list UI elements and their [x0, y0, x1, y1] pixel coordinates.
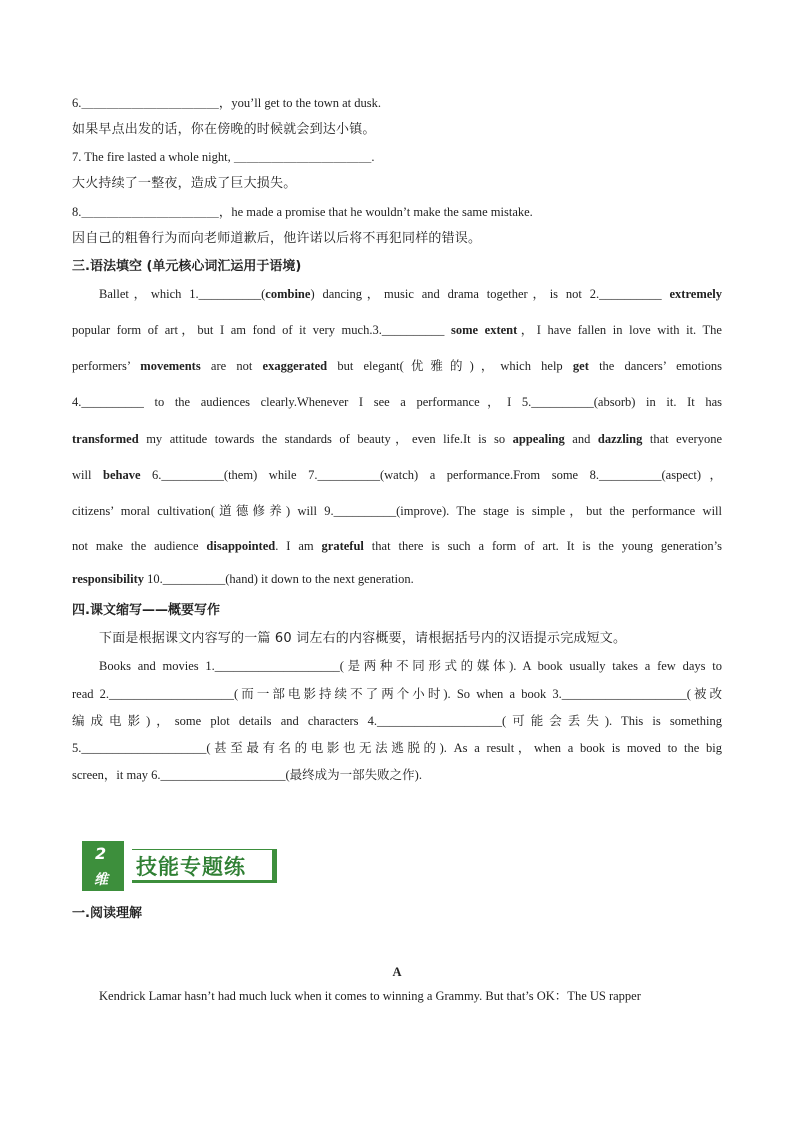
line-text: not make the audience — [72, 539, 207, 553]
badge-title: 技能专题练 — [136, 855, 246, 879]
line-text: ) dancing，music and drama together，is not 2.__________ — [310, 287, 670, 301]
passage-first-line — [99, 990, 722, 1003]
bold-keyword: transformed — [72, 432, 139, 446]
line-text: Ballet，which 1.__________( — [99, 287, 266, 301]
section-3-heading: 三.语法填空 (单元核心词汇运用于语境) — [72, 259, 302, 274]
passage-first-line-text: Kendrick Lamar hasn’t had much luck when it comes to winning a Grammy. But that’s OK：The US rapper — [99, 989, 641, 1003]
line-text: but elegant(优雅的)，which help — [327, 359, 573, 373]
line-text: that there is such a form of art. It is the young generation’s — [363, 539, 722, 553]
bold-keyword: exaggerated — [262, 359, 328, 373]
summary-line: Books and movies 1.____________________(是两种不同形式的媒体). A book usually takes a few days to — [99, 659, 722, 673]
bold-keyword: disappointed — [206, 539, 276, 553]
grammar-line — [72, 324, 722, 337]
line-text: 10.__________(hand) it down to the next generation. — [144, 572, 414, 586]
grammar-line — [99, 288, 722, 301]
bold-keyword: responsibility — [72, 572, 145, 586]
line-text: the dancers’ emotions — [588, 359, 722, 373]
item-8-english: 8.＿＿＿＿＿＿＿＿＿＿＿，he made a promise that he wouldn’t make the same mistake. — [72, 205, 533, 219]
line-text: ，I have fallen in love with it. The — [517, 323, 722, 337]
summary-instructions: 下面是根据课文内容写的一篇 60 词左右的内容概要，请根据括号内的汉语提示完成短文。 — [99, 631, 627, 646]
grammar-line — [72, 469, 722, 482]
item-8-chinese: 因自己的粗鲁行为而向老师道歉后，他许诺以后将不再犯同样的错误。 — [72, 231, 482, 246]
bold-keyword: appealing — [512, 432, 565, 446]
bold-keyword: get — [572, 359, 589, 373]
bold-keyword: combine — [265, 287, 311, 301]
section-4-heading: 四.课文缩写——概要写作 — [72, 603, 220, 618]
line-text: . I am — [275, 539, 322, 553]
item-6-chinese: 如果早点出发的话，你在傍晚的时候就会到达小镇。 — [72, 122, 376, 137]
summary-line: 编成电影)，some plot details and characters 4.____________________(可能会丢失). This is something — [72, 714, 722, 728]
grammar-line — [72, 573, 722, 586]
line-text: 6.__________(them) while 7.__________(watch) a performance.From some 8.__________(aspect)， — [140, 468, 722, 482]
badge-number-block — [82, 841, 124, 891]
bold-keyword: behave — [103, 468, 141, 482]
line-text: my attitude towards the standards of beauty，even life.It is so — [138, 432, 513, 446]
skills-practice-badge — [82, 841, 278, 893]
bold-keyword: some extent — [450, 323, 518, 337]
bold-keyword: movements — [140, 359, 201, 373]
reading-heading: 一.阅读理解 — [72, 906, 142, 921]
bold-keyword: dazzling — [597, 432, 643, 446]
badge-number: 2 — [95, 844, 107, 863]
line-text: popular form of art，but I am fond of it very much.3.__________ — [72, 323, 451, 337]
grammar-line — [72, 433, 722, 446]
summary-line: 5.____________________(甚至最有名的电影也无法逃脱的). As a result，when a book is moved to the big — [72, 741, 722, 755]
grammar-line — [72, 396, 722, 409]
line-text: will — [72, 468, 103, 482]
summary-line: screen，it may 6.____________________(最终成为一部失败之作). — [72, 768, 422, 782]
grammar-line — [72, 540, 722, 553]
summary-line: read 2.____________________(而一部电影持续不了两个小时). So when a book 3.____________________(被改 — [72, 687, 722, 701]
line-text: and — [564, 432, 598, 446]
item-7-chinese: 大火持续了一整夜，造成了巨大损失。 — [72, 176, 297, 191]
passage-label: A — [392, 965, 402, 979]
grammar-line — [72, 360, 722, 373]
line-text: citizens’ moral cultivation(道德修养) will 9.__________(improve). The stage is simple，but the performance will — [72, 504, 722, 518]
line-text: are not — [200, 359, 263, 373]
line-text: performers’ — [72, 359, 141, 373]
item-7-english: 7. The fire lasted a whole night, ＿＿＿＿＿＿＿＿＿＿＿. — [72, 150, 375, 164]
grammar-line — [72, 505, 722, 518]
line-text: 4.__________ to the audiences clearly.Whenever I see a performance，I 5.__________(absorb) in it. It has — [72, 395, 722, 409]
line-text: that everyone — [642, 432, 722, 446]
item-6-english: 6.＿＿＿＿＿＿＿＿＿＿＿，you’ll get to the town at dusk. — [72, 96, 382, 110]
bold-keyword: extremely — [669, 287, 722, 301]
badge-unit: 维 — [94, 872, 108, 888]
bold-keyword: grateful — [321, 539, 364, 553]
